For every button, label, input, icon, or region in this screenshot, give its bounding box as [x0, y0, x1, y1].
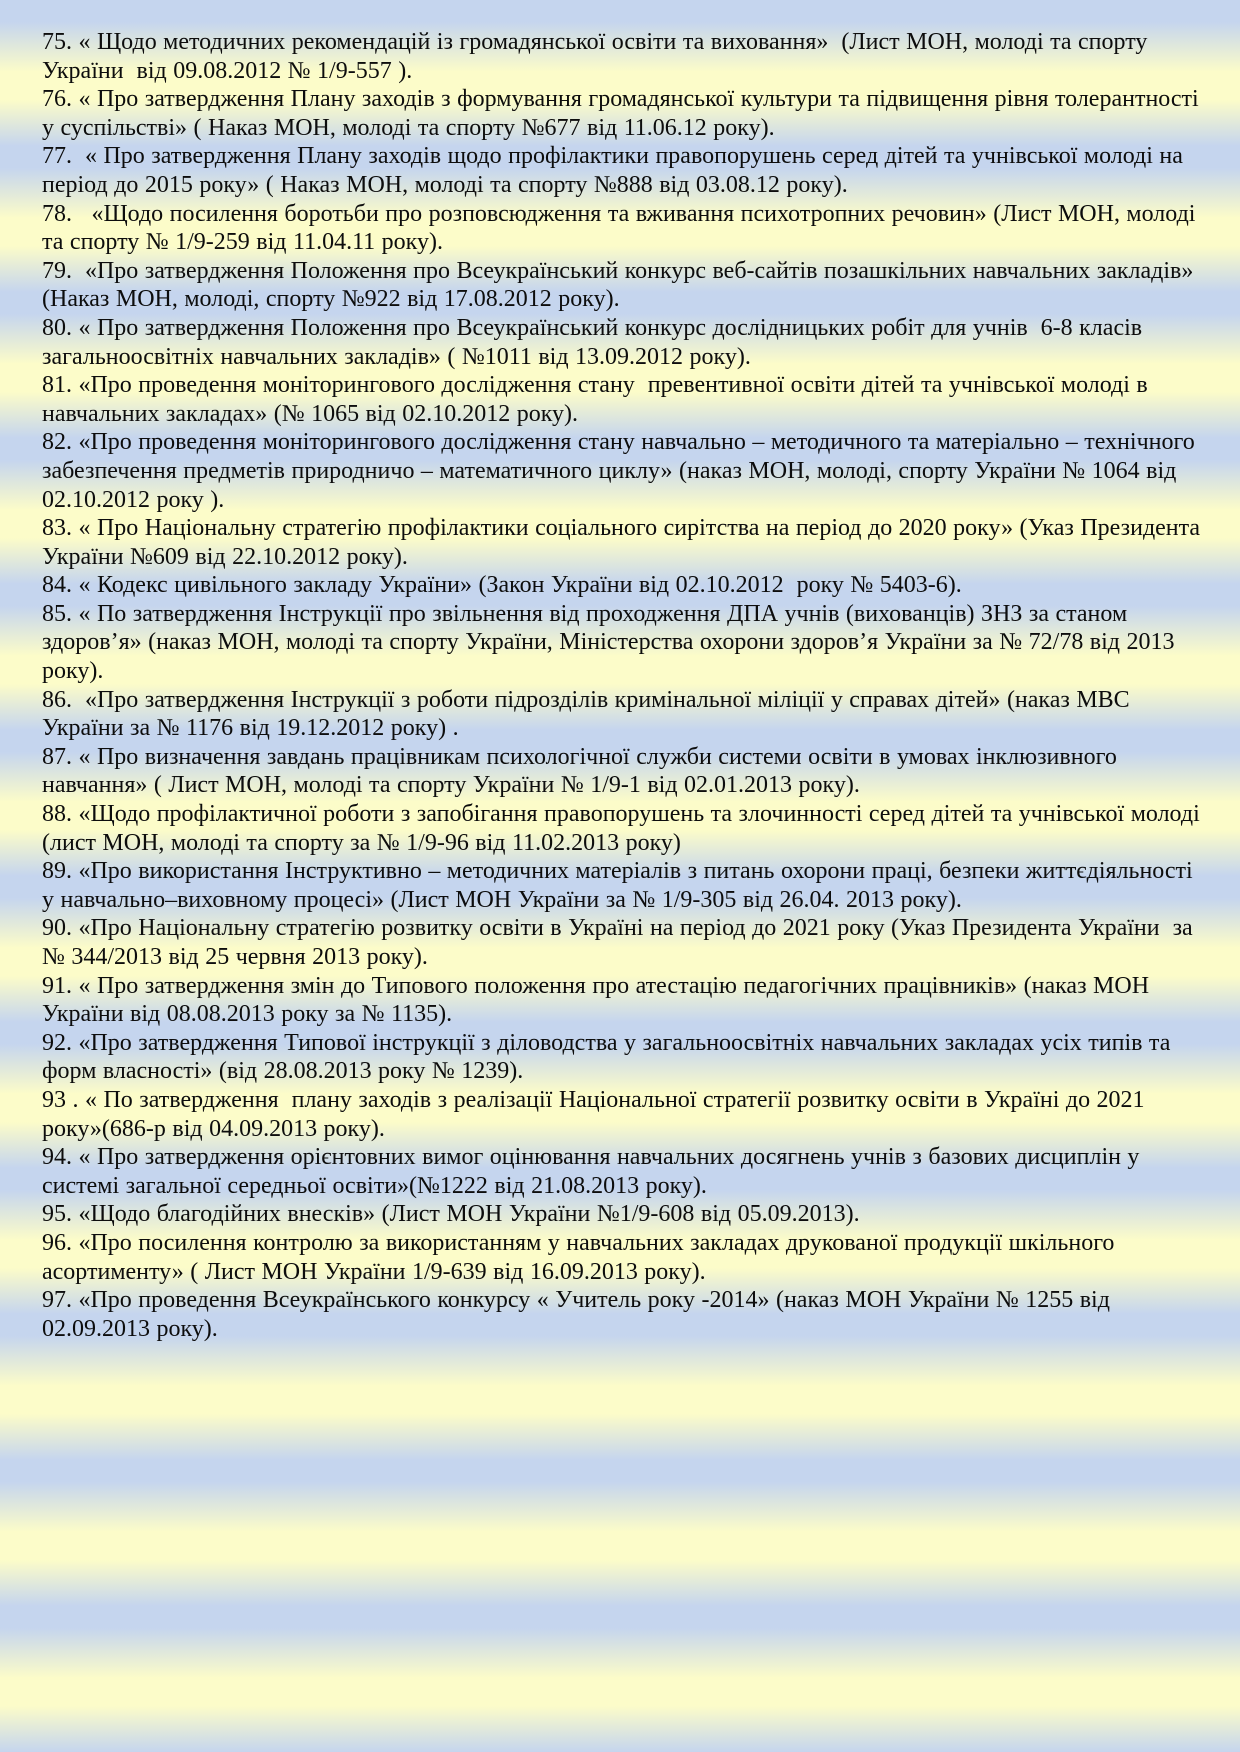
- list-item: 87. « Про визначення завдань працівникам психологічної служби системи освіти в умовах інклюзивного навчання» ( Лист МОН, молоді та спорту України № 1/9-1 від 02.01.2013 року).: [42, 743, 1124, 799]
- list-item: 79. «Про затвердження Положення про Всеукраїнський конкурс веб-сайтів позашкільних навчальних закладів» (Наказ МОН, молоді, спорту №922 від 17.08.2012 року).: [42, 257, 1200, 313]
- list-item: 84. « Кодекс цивільного закладу України» (Закон України від 02.10.2012 року № 5403-6).: [42, 572, 962, 599]
- list-item: 90. «Про Національну стратегію розвитку освіти в Україні на період до 2021 року (Указ Президента України за № 344/2013 від 25 червня 2013 року).: [42, 915, 1200, 970]
- list-item: 78. «Щодо посилення боротьби про розповсюдження та вживання психотропних речовин» (Лист МОН, молоді та спорту № 1/9-259 від 11.04.11 року).: [42, 200, 1202, 256]
- list-item: 95. «Щодо благодійних внесків» (Лист МОН України №1/9-608 від 05.09.2013).: [42, 1201, 860, 1228]
- list-item: 75. « Щодо методичних рекомендацій із громадянської освіти та виховання» (Лист МОН, молоді та спорту України від 09.08.2012 № 1/9-557 ).: [42, 29, 1154, 84]
- list-item: 97. «Про проведення Всеукраїнського конкурсу « Учитель року -2014» (наказ МОН України № 1255 від 02.09.2013 року).: [42, 1287, 1117, 1342]
- list-item: 91. « Про затвердження змін до Типового положення про атестацію педагогічних працівників» (наказ МОН України від 08.08.2013 року за № 1135).: [42, 972, 1156, 1028]
- list-item: 86. «Про затвердження Інструкції з роботи підрозділів кримінальної міліції у справах дітей» (наказ МВС України за № 1176 від 19.12.2012 року) .: [42, 686, 1137, 742]
- list-item: 93 . « По затвердження плану заходів з реалізації Національної стратегії розвитку освіти в Україні до 2021 року»(686-р від 04.09.2013 року).: [42, 1086, 1152, 1142]
- list-item: 88. «Щодо профілактичної роботи з запобігання правопорушень та злочинності серед дітей та учнівської молоді (лист МОН, молоді та спорту за № 1/9-96 від 11.02.2013 року): [42, 801, 1207, 856]
- list-item: 83. « Про Національну стратегію профілактики соціального сирітства на період до 2020 року» (Указ Президента України №609 від 22.10.2012 року).: [42, 515, 1207, 570]
- list-item: 76. « Про затвердження Плану заходів з формування громадянської культури та підвищення рівня толерантності у суспільстві» ( Наказ МОН, молоді та спорту №677 від 11.06.12 року).: [42, 86, 1206, 141]
- list-item: 80. « Про затвердження Положення про Всеукраїнський конкурс дослідницьких робіт для учнів 6-8 класів загальноосвітніх навчальних закладів» ( №1011 від 13.09.2012 року).: [42, 314, 1149, 370]
- regulations-list: [42, 28, 1206, 1343]
- list-item: 81. «Про проведення моніторингового дослідження стану превентивної освіти дітей та учнівської молоді в навчальних закладах» (№ 1065 від 02.10.2012 року).: [42, 372, 1155, 427]
- list-item: 82. «Про проведення моніторингового дослідження стану навчально – методичного та матеріально – технічного забезпечення предметів природничо – математичного циклу» (наказ МОН, молоді, спорту України № 1064 від 02.10.2012 року ).: [42, 429, 1202, 513]
- list-item: 77. « Про затвердження Плану заходів щодо профілактики правопорушень серед дітей та учнівської молоді на період до 2015 року» ( Наказ МОН, молоді та спорту №888 від 03.08.12 року).: [42, 143, 1190, 198]
- list-item: 89. «Про використання Інструктивно – методичних матеріалів з питань охорони праці, безпеки життєдіяльності у навчально–виховному процесі» (Лист МОН України за № 1/9-305 від 26.04. 2013 року).: [42, 858, 1200, 913]
- list-item: 94. « Про затвердження орієнтовних вимог оцінювання навчальних досягнень учнів з базових дисциплін у системі загальної середньої освіти»(№1222 від 21.08.2013 року).: [42, 1144, 1146, 1199]
- list-item: 85. « По затвердження Інструкції про звільнення від проходження ДПА учнів (вихованців) ЗНЗ за станом здоров’я» (наказ МОН, молоді та спорту України, Міністерства охорони здоров’я України за № 72/78 від 2013 року).: [42, 600, 1181, 685]
- list-item: 96. «Про посилення контролю за використанням у навчальних закладах друкованої продукції шкільного асортименту» ( Лист МОН України 1/9-639 від 16.09.2013 року).: [42, 1229, 1121, 1285]
- list-item: 92. «Про затвердження Типової інструкції з діловодства у загальноосвітніх навчальних закладах усіх типів та форм власності» (від 28.08.2013 року № 1239).: [42, 1029, 1177, 1085]
